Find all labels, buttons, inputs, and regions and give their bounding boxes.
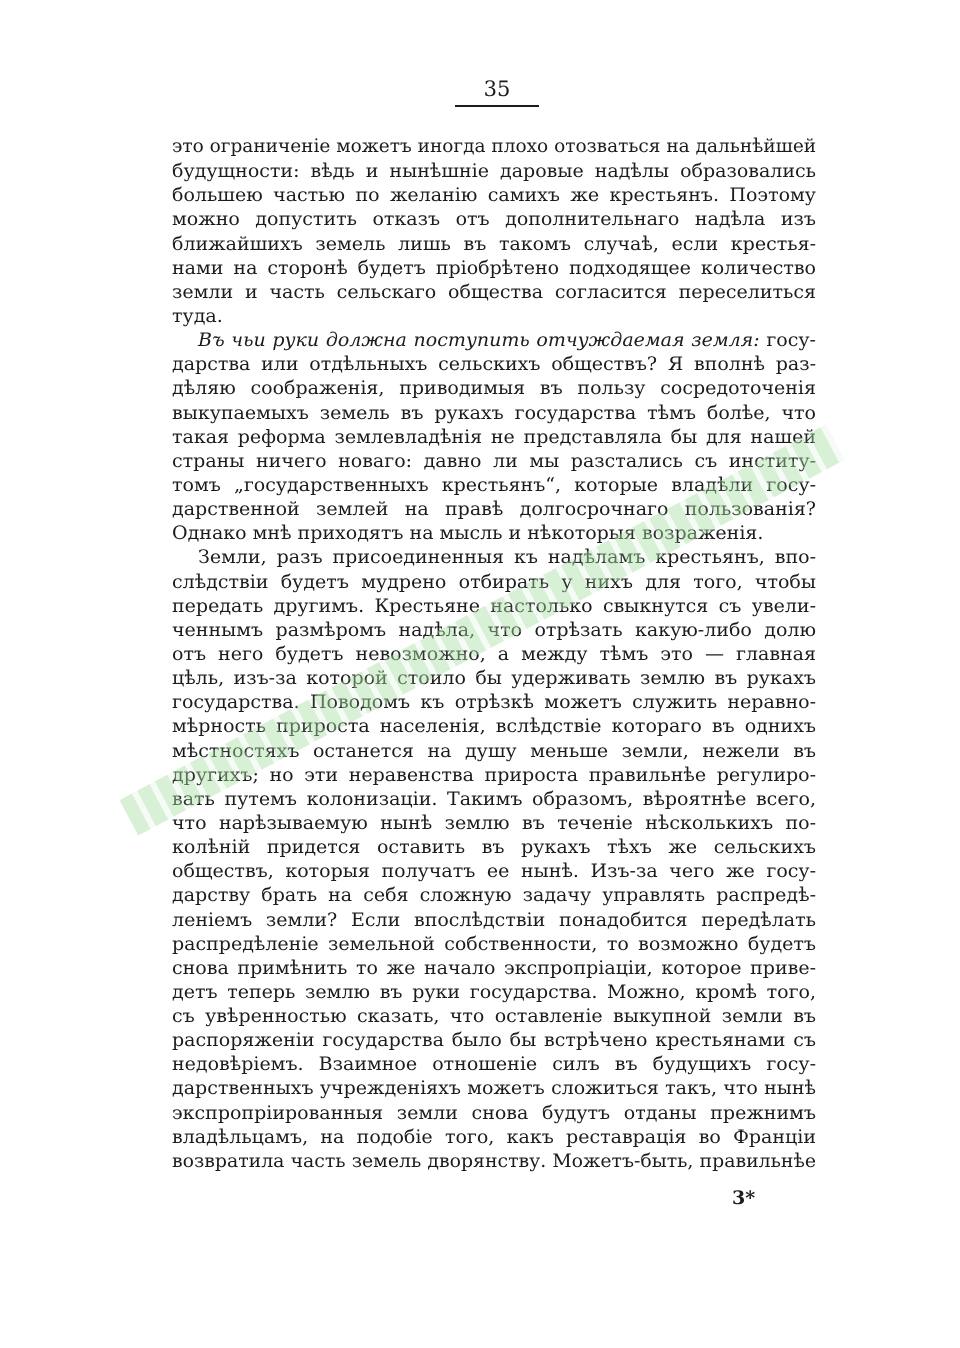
- text-line: съ увѣренностью сказать, что оставленіе выкупной земли въ: [172, 1005, 816, 1028]
- text-line: дѣляю соображенія, приводимыя въ пользу сосредоточенія: [172, 377, 816, 400]
- text-line: экспропріированныя земли снова будутъ отданы прежнимъ: [172, 1101, 816, 1124]
- text-line: детъ теперь землю въ руки государства. Можно, кромѣ того,: [172, 980, 816, 1003]
- text-line: обществъ, которыя получатъ ее нынѣ. Изъ-за чего же госу-: [172, 860, 816, 883]
- text-line: недовѣріемъ. Взаимное отношеніе силъ въ будущихъ госу-: [172, 1053, 816, 1076]
- text-line: владѣльцамъ, на подобіе того, какъ реставрація во Франціи: [172, 1125, 816, 1148]
- text-line: дарства или отдѣльныхъ сельскихъ обществъ? Я вполнѣ раз-: [172, 353, 816, 376]
- text-line: ченнымъ размѣромъ надѣла, что отрѣзать какую-либо долю: [172, 618, 816, 641]
- text-line: ближайшихъ земель лишь въ такомъ случаѣ, если крестья-: [172, 232, 816, 255]
- text-line: леніемъ земли? Если впослѣдствіи понадобится передѣлать: [172, 908, 816, 931]
- signature-mark: 3*: [732, 1187, 756, 1209]
- text-line: колѣній придется оставить въ рукахъ тѣхъ же сельскихъ: [172, 836, 816, 859]
- text-line: государства. Поводомъ къ отрѣзкѣ можетъ служить неравно-: [172, 691, 816, 714]
- text-line: распредѣленіе земельной собственности, то возможно будетъ: [172, 932, 816, 955]
- paragraph-lead-line: [172, 328, 816, 352]
- text-line: дарственныхъ учрежденіяхъ можетъ сложиться такъ, что нынѣ: [172, 1077, 816, 1100]
- text-line: Однако мнѣ приходятъ на мысль и нѣкоторыя возраженія.: [172, 522, 764, 545]
- text-line: отъ него будетъ невозможно, а между тѣмъ это — главная: [172, 642, 816, 665]
- text-line: снова примѣнить то же начало экспропріаціи, которое приве-: [172, 956, 816, 979]
- header-rule: [455, 105, 539, 107]
- text-line: такая реформа землевладѣнія не представляла бы для нашей: [172, 425, 816, 448]
- italic-question: Въ чьи руки должна поступить отчуждаемая земля:: [198, 329, 760, 352]
- text-line: туда.: [172, 304, 223, 327]
- text-line: мѣстностяхъ останется на душу меньше земли, нежели въ: [172, 739, 816, 762]
- text-line: Земли, разъ присоединенныя къ надѣламъ крестьянъ, впо-: [198, 546, 816, 569]
- text-line: нами на сторонѣ будетъ пріобрѣтено подходящее количество: [172, 256, 816, 279]
- text-line: слѣдствіи будетъ мудрено отбирать у нихъ для того, чтобы: [172, 570, 816, 593]
- text-line: что нарѣзываемую нынѣ землю въ теченіе нѣсколькихъ по-: [172, 811, 816, 834]
- text-line: цѣль, изъ-за которой стоило бы удерживать землю въ рукахъ: [172, 667, 816, 690]
- text-block: [172, 135, 816, 1173]
- text-line: передать другимъ. Крестьяне настолько свыкнутся съ увели-: [172, 594, 816, 617]
- text-line: возвратила часть земель дворянству. Можетъ-быть, правильнѣе: [172, 1149, 816, 1172]
- text-line: дарству брать на себя сложную задачу управлять распредѣ-: [172, 884, 816, 907]
- text-line: можно допустить отказъ отъ дополнительнаго надѣла изъ: [172, 208, 816, 231]
- text-line: мѣрность прироста населенія, вслѣдствіе котораго въ однихъ: [172, 715, 816, 738]
- text-line: будущности: вѣдь и нынѣшніе даровые надѣлы образовались: [172, 160, 816, 183]
- text-line: вать путемъ колонизаціи. Такимъ образомъ, вѣроятнѣе всего,: [172, 787, 816, 810]
- text-line: страны ничего новаго: давно ли мы разстались съ институ-: [172, 449, 816, 472]
- lead-tail: госу-: [759, 329, 816, 352]
- page-number: 35: [483, 77, 511, 101]
- text-line: выкупаемыхъ земель въ рукахъ государства тѣмъ болѣе, что: [172, 401, 816, 424]
- text-line: дарственной землей на правѣ долгосрочнаго пользованія?: [172, 498, 816, 521]
- text-line: распоряженіи государства было бы встрѣчено крестьянами съ: [172, 1029, 816, 1052]
- text-line: томъ „государственныхъ крестьянъ“, которые владѣли госу-: [172, 473, 816, 496]
- text-line: земли и часть сельскаго общества согласится переселиться: [172, 280, 816, 303]
- text-line: это ограниченіе можетъ иногда плохо отозваться на дальнѣйшей: [172, 136, 817, 157]
- text-line: другихъ; но эти неравенства прироста правильнѣе регулиро-: [172, 763, 816, 786]
- text-line: большею частью по желанію самихъ же крестьянъ. Поэтому: [172, 184, 816, 207]
